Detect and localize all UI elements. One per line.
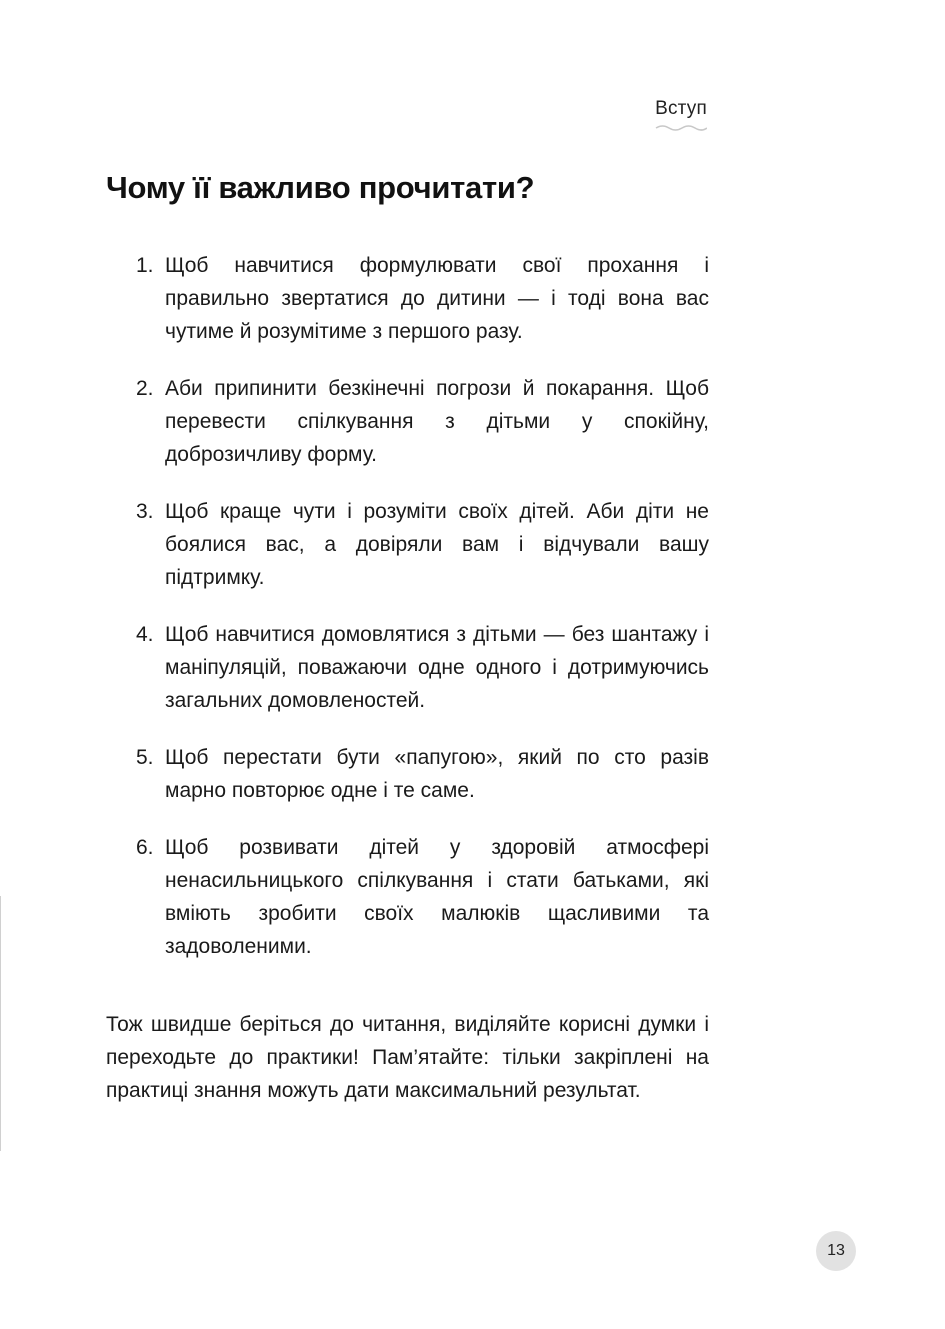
list-item <box>106 372 709 471</box>
closing-paragraph: Тож швидше беріться до читання, виділяйте корисні думки і переходьте до практики! Пам’ятайте: тільки закріплені на практиці знання можуть дати максимальний результат. <box>106 1013 709 1102</box>
list-item <box>106 618 709 717</box>
list-item-number: 2. <box>136 377 154 400</box>
margin-rule <box>0 896 1 1151</box>
section-label: Вступ <box>655 98 707 119</box>
list-item-number: 5. <box>136 746 154 769</box>
list-item-number: 3. <box>136 500 154 523</box>
list-item-text: Щоб перестати бути «папугою», який по сто разів марно повторює одне і те саме. <box>165 746 709 802</box>
list-item <box>106 249 709 348</box>
page-title: Чому її важливо прочитати? <box>106 170 535 205</box>
running-header <box>655 98 707 132</box>
list-item-text: Щоб навчитися формулювати свої прохання і правильно звертатися до дитини — і тоді вона вас чутиме й розумітиме з першого разу. <box>165 254 709 343</box>
list-item-number: 6. <box>136 836 154 859</box>
list-item <box>106 495 709 594</box>
page-number-badge <box>816 1231 856 1271</box>
list-item-text: Щоб розвивати дітей у здоровій атмосфері ненасильницького спілкування і стати батьками, які вміють зробити своїх малюків щасливими та задоволеними. <box>165 836 709 958</box>
wave-ornament-icon <box>655 124 707 132</box>
list-item-text: Аби припинити безкінечні погрози й покарання. Щоб перевести спілкування з дітьми у спокійну, доброзичливу форму. <box>165 377 709 466</box>
list-item-text: Щоб навчитися домовлятися з дітьми — без шантажу і маніпуляцій, поважаючи одне одного і дотримуючись загальних домовленостей. <box>165 623 709 712</box>
reasons-list <box>106 249 709 987</box>
list-item <box>106 831 709 963</box>
list-item-number: 1. <box>136 254 154 277</box>
list-item-number: 4. <box>136 623 154 646</box>
list-item <box>106 741 709 807</box>
page-number: 13 <box>827 1242 845 1259</box>
list-item-text: Щоб краще чути і розуміти своїх дітей. Аби діти не боялися вас, а довіряли вам і відчували вашу підтримку. <box>165 500 709 589</box>
